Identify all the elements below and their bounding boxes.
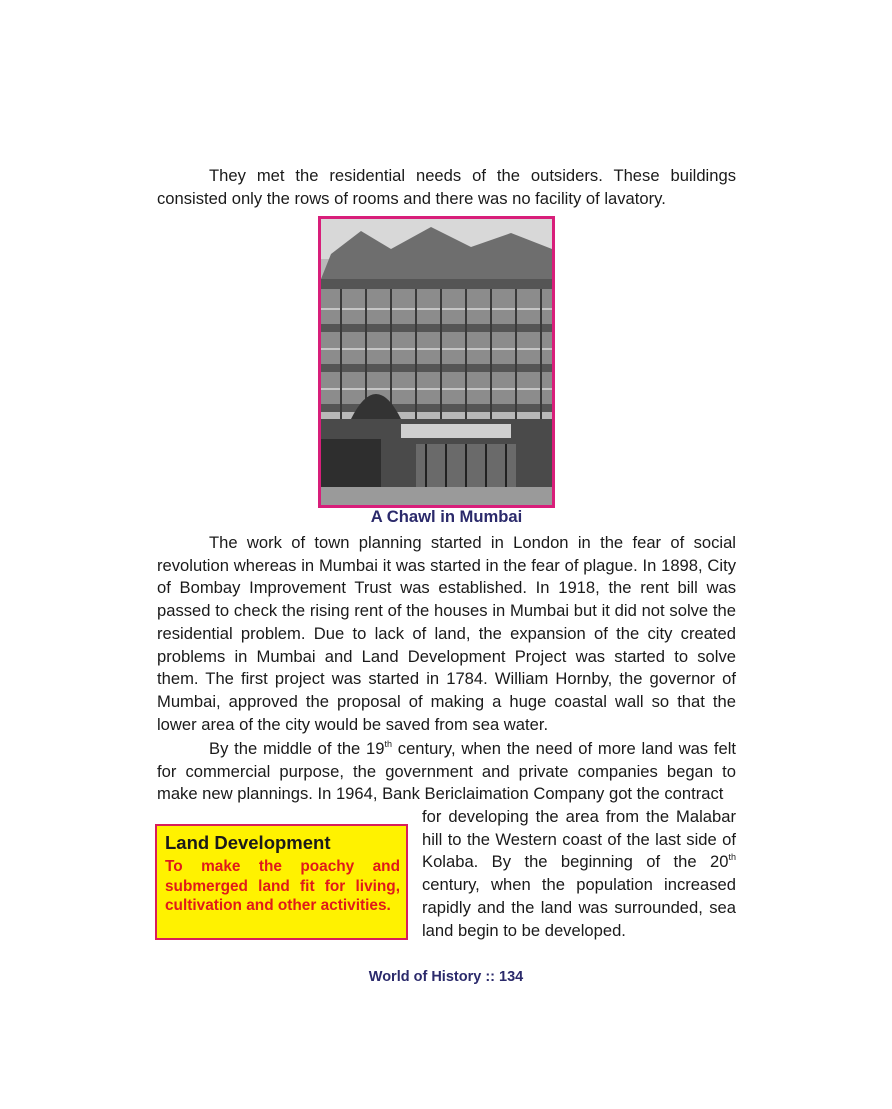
page-footer: World of History :: 134 — [368, 969, 524, 985]
p4-text-end: century, when the population increased rapidly and the land was surrounded, sea land begin to be developed. — [422, 875, 736, 940]
chawl-building-image — [321, 219, 552, 505]
paragraph-town-planning: The work of town planning started in London in the fear of social revolution whereas in Mumbai it was started in the fear of plague. In 1898, City of Bombay Improvement Trust was established. In 1918, the rent bill was passed to check the rising rent of the houses in Mumbai but it did not solve the residential problem. Due to lack of land, the expansion of the city created problems in Mumbai and Land Development Project was started to solve them. The first project was started in 1784. William Hornby, the governor of Mumbai, approved the proposal of making a huge coastal wall so that the lower area of the city would be saved from sea water. — [157, 533, 736, 734]
box-definition: To make the poachy and submerged land fit for living, cultivation and other activities. — [165, 858, 400, 914]
p3-text-start: By the middle of the 19 — [209, 739, 385, 758]
p4-text-start: for developing the area from the Malabar hill to the Western coast of the last side of Kolaba. By the beginning of the 20 — [422, 807, 736, 872]
box-title: Land Development — [165, 832, 331, 853]
paragraph-malabar — [422, 806, 736, 942]
paragraph-outsiders: They met the residential needs of the outsiders. These buildings consisted only the rows of rooms and there was no facility of lavatory. — [157, 166, 736, 208]
land-development-box — [155, 824, 408, 940]
figure-caption: A Chawl in Mumbai — [370, 507, 523, 526]
p4-superscript: th — [728, 852, 736, 863]
chawl-photo — [318, 216, 555, 508]
p3-text-end: century, when the need of more land was felt for commercial purpose, the government and private companies began to make new plannings. In 1964, Bank Bericlaimation Company got the contract — [157, 739, 736, 804]
paragraph-19th-century — [157, 738, 736, 806]
p3-superscript: th — [384, 739, 393, 749]
